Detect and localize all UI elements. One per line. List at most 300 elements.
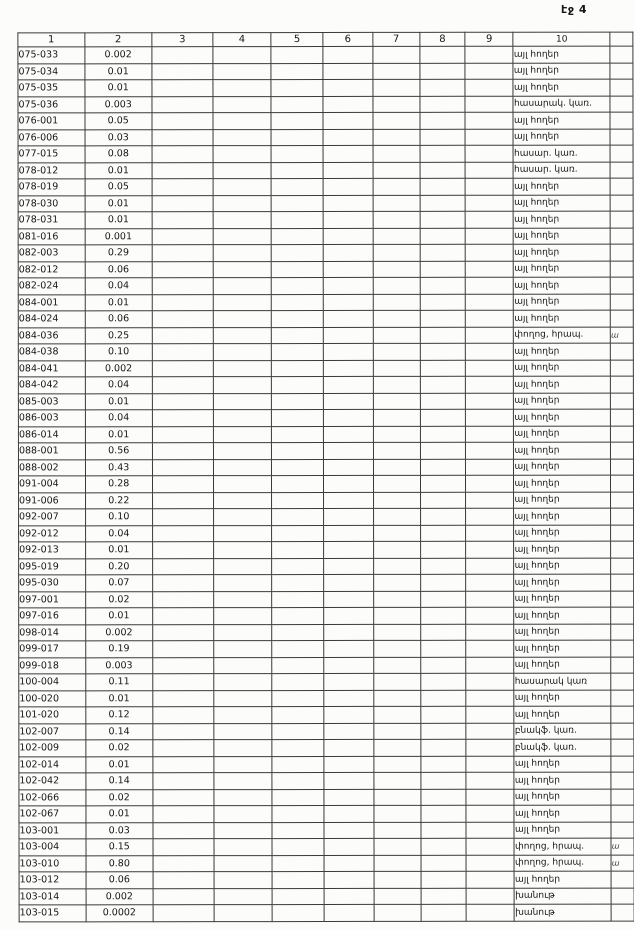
empty-cell <box>465 244 513 261</box>
empty-cell <box>465 162 513 179</box>
empty-cell <box>324 657 373 674</box>
table-row <box>19 574 634 591</box>
empty-cell <box>213 212 271 229</box>
area-value: 0.43 <box>85 459 152 476</box>
empty-cell <box>421 607 466 624</box>
empty-cell <box>324 838 373 855</box>
empty-cell <box>373 492 420 509</box>
empty-cell <box>465 96 513 113</box>
empty-cell <box>324 706 373 723</box>
empty-cell <box>421 772 466 789</box>
empty-cell <box>152 47 213 64</box>
empty-cell <box>324 855 373 872</box>
empty-cell <box>420 459 465 476</box>
empty-cell <box>152 162 213 179</box>
land-use: այլ հողեր <box>514 607 611 624</box>
empty-cell <box>213 146 271 163</box>
land-use: այլ հողեր <box>514 492 611 509</box>
margin-note <box>611 756 634 773</box>
empty-cell <box>421 624 466 641</box>
land-use: այլ հողեր <box>514 277 611 294</box>
parcel-code: 078-031 <box>18 212 85 229</box>
margin-note <box>611 591 634 608</box>
empty-cell <box>373 607 420 624</box>
area-value: 0.003 <box>85 657 152 674</box>
parcel-code: 082-024 <box>18 278 85 295</box>
empty-cell <box>272 872 324 889</box>
empty-cell <box>420 558 465 575</box>
margin-note <box>611 723 634 740</box>
table-row <box>19 624 634 641</box>
empty-cell <box>373 195 420 212</box>
empty-cell <box>373 261 420 278</box>
land-use: հասար. կառ. <box>514 145 611 162</box>
empty-cell <box>373 294 420 311</box>
empty-cell <box>373 162 420 179</box>
parcel-code: 084-036 <box>18 327 85 344</box>
empty-cell <box>214 542 272 559</box>
parcel-code: 103-004 <box>19 839 86 856</box>
area-value: 0.002 <box>86 888 153 905</box>
empty-cell <box>272 773 324 790</box>
empty-cell <box>214 525 272 542</box>
empty-cell <box>271 113 323 130</box>
empty-cell <box>271 47 323 64</box>
empty-cell <box>466 640 514 657</box>
land-use: այլ հողեր <box>514 756 611 773</box>
parcel-code: 102-042 <box>19 773 86 790</box>
parcel-code: 098-014 <box>19 624 86 641</box>
empty-cell <box>153 723 214 740</box>
empty-cell <box>420 96 465 113</box>
empty-cell <box>420 475 465 492</box>
parcel-code: 092-013 <box>19 542 86 559</box>
empty-cell <box>153 872 214 889</box>
empty-cell <box>152 377 213 394</box>
parcel-code: 078-012 <box>18 162 85 179</box>
empty-cell <box>466 706 514 723</box>
empty-cell <box>214 740 272 757</box>
empty-cell <box>324 360 373 377</box>
empty-cell <box>213 311 271 328</box>
empty-cell <box>152 261 213 278</box>
empty-cell <box>374 805 421 822</box>
empty-cell <box>323 112 372 129</box>
empty-cell <box>152 228 213 245</box>
empty-cell <box>466 789 514 806</box>
land-use: այլ հողեր <box>514 640 611 657</box>
margin-note <box>610 145 633 162</box>
empty-cell <box>152 113 213 130</box>
table-row <box>18 376 633 393</box>
empty-cell <box>153 624 214 641</box>
empty-cell <box>213 327 271 344</box>
parcel-code: 085-003 <box>18 393 85 410</box>
empty-cell <box>213 113 271 130</box>
margin-note <box>611 541 634 558</box>
empty-cell <box>272 674 324 691</box>
margin-note <box>610 129 633 146</box>
empty-cell <box>272 657 324 674</box>
empty-cell <box>214 806 272 823</box>
empty-cell <box>420 195 465 212</box>
empty-cell <box>324 426 373 443</box>
table-row <box>18 195 633 212</box>
empty-cell <box>272 476 324 493</box>
area-value: 0.28 <box>85 476 152 493</box>
empty-cell <box>153 674 214 691</box>
column-header-7: 7 <box>372 32 419 46</box>
column-header-8: 8 <box>420 32 465 46</box>
empty-cell <box>272 855 324 872</box>
empty-cell <box>466 393 514 410</box>
empty-cell <box>214 872 272 889</box>
empty-cell <box>153 525 214 542</box>
empty-cell <box>421 904 466 921</box>
table-row <box>19 739 634 756</box>
area-value: 0.20 <box>85 558 152 575</box>
area-value: 0.03 <box>86 822 153 839</box>
empty-cell <box>272 426 324 443</box>
parcel-code: 078-030 <box>18 195 85 212</box>
empty-cell <box>272 723 324 740</box>
empty-cell <box>466 360 514 377</box>
empty-cell <box>420 343 465 360</box>
empty-cell <box>420 129 465 146</box>
parcel-code: 082-012 <box>18 261 85 278</box>
parcel-code: 091-006 <box>19 492 86 509</box>
parcel-code: 075-034 <box>18 63 85 80</box>
area-value: 0.22 <box>85 492 152 509</box>
empty-cell <box>271 344 323 361</box>
empty-cell <box>373 343 420 360</box>
land-use: այլ հողեր <box>514 261 611 278</box>
empty-cell <box>153 806 214 823</box>
empty-cell <box>152 360 213 377</box>
land-use: փողոց, հրապ. <box>515 855 612 872</box>
empty-cell <box>373 690 420 707</box>
empty-cell <box>324 409 373 426</box>
table-row <box>19 706 634 723</box>
empty-cell <box>213 63 271 80</box>
empty-cell <box>213 162 271 179</box>
table-row <box>19 855 634 872</box>
empty-cell <box>271 294 323 311</box>
empty-cell <box>466 376 514 393</box>
parcel-code: 102-066 <box>19 789 86 806</box>
column-header-10: 10 <box>513 32 610 46</box>
table-row <box>18 96 633 113</box>
empty-cell <box>324 525 373 542</box>
empty-cell <box>420 112 465 129</box>
empty-cell <box>152 63 213 80</box>
land-use: հասար. կառ. <box>514 162 611 179</box>
land-use: այլ հողեր <box>514 310 611 327</box>
empty-cell <box>272 542 324 559</box>
empty-cell <box>214 789 272 806</box>
empty-cell <box>152 179 213 196</box>
empty-cell <box>213 377 271 394</box>
column-header-4: 4 <box>213 33 271 47</box>
empty-cell <box>272 575 324 592</box>
column-header-1: 1 <box>18 33 85 47</box>
column-header-2: 2 <box>84 33 151 47</box>
land-use: այլ հողեր <box>514 360 611 377</box>
margin-note <box>611 657 634 674</box>
empty-cell <box>373 723 420 740</box>
empty-cell <box>465 129 513 146</box>
margin-note <box>611 706 634 723</box>
area-value: 0.29 <box>85 245 152 262</box>
empty-cell <box>153 905 214 922</box>
empty-cell <box>213 278 271 295</box>
area-value: 0.07 <box>85 575 152 592</box>
table-row <box>18 46 633 63</box>
land-use: այլ հողեր <box>513 129 610 146</box>
empty-cell <box>152 245 213 262</box>
margin-note: ա <box>611 855 634 872</box>
parcel-code: 086-003 <box>18 410 85 427</box>
margin-note <box>611 904 634 921</box>
margin-note <box>611 673 634 690</box>
land-use: այլ հողեր <box>514 426 611 443</box>
margin-note <box>611 805 634 822</box>
empty-cell <box>324 904 373 921</box>
empty-cell <box>324 574 373 591</box>
area-value: 0.05 <box>85 113 152 130</box>
area-value: 0.01 <box>85 294 152 311</box>
margin-note <box>610 277 633 294</box>
table-row <box>19 772 634 789</box>
empty-cell <box>373 673 420 690</box>
empty-cell <box>152 327 213 344</box>
empty-cell <box>420 79 465 96</box>
parcel-code: 095-030 <box>19 575 86 592</box>
table-row <box>19 904 634 921</box>
empty-cell <box>466 409 514 426</box>
empty-cell <box>271 278 323 295</box>
empty-cell <box>466 855 514 872</box>
empty-cell <box>373 310 420 327</box>
empty-cell <box>324 789 373 806</box>
area-value: 0.01 <box>85 608 152 625</box>
empty-cell <box>213 80 271 97</box>
empty-cell <box>213 294 271 311</box>
empty-cell <box>466 822 514 839</box>
area-value: 0.01 <box>85 542 152 559</box>
empty-cell <box>214 608 272 625</box>
margin-note <box>610 244 633 261</box>
empty-cell <box>323 178 372 195</box>
land-use: այլ հողեր <box>514 541 611 558</box>
land-use: այլ հողեր <box>514 574 611 591</box>
margin-note <box>611 690 634 707</box>
area-value: 0.25 <box>85 327 152 344</box>
land-use: այլ հողեր <box>514 822 611 839</box>
empty-cell <box>153 575 214 592</box>
table-row <box>19 657 634 674</box>
empty-cell <box>152 96 213 113</box>
empty-cell <box>373 640 420 657</box>
margin-note <box>611 624 634 641</box>
empty-cell <box>214 575 272 592</box>
empty-cell <box>421 723 466 740</box>
empty-cell <box>153 657 214 674</box>
land-use: այլ հողեր <box>514 706 611 723</box>
empty-cell <box>324 475 373 492</box>
area-value: 0.02 <box>85 591 152 608</box>
empty-cell <box>272 591 324 608</box>
empty-cell <box>272 509 324 526</box>
empty-cell <box>323 129 372 146</box>
land-use: բնակֆ. կառ. <box>514 739 611 756</box>
empty-cell <box>153 641 214 658</box>
empty-cell <box>271 360 323 377</box>
empty-cell <box>465 63 513 80</box>
empty-cell <box>324 442 373 459</box>
area-value: 0.01 <box>84 63 151 80</box>
area-value: 0.12 <box>85 707 152 724</box>
area-value: 0.01 <box>84 80 151 97</box>
margin-note <box>611 376 634 393</box>
empty-cell <box>272 525 324 542</box>
margin-note <box>611 393 634 410</box>
empty-cell <box>324 459 373 476</box>
land-use: այլ հողեր <box>513 63 610 80</box>
table-row <box>18 327 633 344</box>
margin-note <box>611 871 634 888</box>
empty-cell <box>324 261 373 278</box>
empty-cell <box>465 178 513 195</box>
land-use: այլ հողեր <box>514 459 611 476</box>
margin-note <box>611 607 634 624</box>
table-row <box>18 409 633 426</box>
empty-cell <box>466 673 514 690</box>
margin-note <box>611 640 634 657</box>
area-value: 0.001 <box>85 228 152 245</box>
empty-cell <box>213 245 271 262</box>
land-use: այլ հողեր <box>514 624 611 641</box>
empty-cell <box>421 855 466 872</box>
empty-cell <box>420 376 465 393</box>
empty-cell <box>465 211 513 228</box>
margin-note <box>611 772 634 789</box>
empty-cell <box>421 789 466 806</box>
empty-cell <box>421 888 466 905</box>
empty-cell <box>466 459 514 476</box>
parcel-code: 086-014 <box>18 426 85 443</box>
empty-cell <box>420 162 465 179</box>
area-value: 0.01 <box>85 162 152 179</box>
column-header-9: 9 <box>465 32 513 46</box>
empty-cell <box>373 459 420 476</box>
empty-cell <box>420 228 465 245</box>
parcel-code: 099-017 <box>19 641 86 658</box>
empty-cell <box>373 376 420 393</box>
table-row <box>18 310 633 327</box>
empty-cell <box>374 838 421 855</box>
margin-note <box>611 558 634 575</box>
empty-cell <box>373 591 420 608</box>
empty-cell <box>373 327 420 344</box>
parcel-code: 103-001 <box>19 822 86 839</box>
empty-cell <box>465 112 513 129</box>
parcel-code: 103-012 <box>19 872 86 889</box>
empty-cell <box>152 146 213 163</box>
area-value: 0.02 <box>85 740 152 757</box>
empty-cell <box>271 146 323 163</box>
empty-cell <box>466 591 514 608</box>
land-parcel-table <box>17 32 634 922</box>
empty-cell <box>213 459 271 476</box>
parcel-code: 082-003 <box>18 245 85 262</box>
table-row <box>19 723 634 740</box>
empty-cell <box>420 492 465 509</box>
empty-cell <box>466 624 514 641</box>
area-value: 0.14 <box>85 773 152 790</box>
empty-cell <box>421 690 466 707</box>
margin-note <box>610 294 633 311</box>
empty-cell <box>466 756 514 773</box>
area-value: 0.01 <box>86 806 153 823</box>
table-row <box>18 475 633 492</box>
parcel-code: 084-042 <box>18 377 85 394</box>
margin-note <box>610 343 633 360</box>
land-use: այլ հողեր <box>514 591 611 608</box>
margin-note <box>610 310 633 327</box>
empty-cell <box>272 839 324 856</box>
empty-cell <box>466 541 514 558</box>
empty-cell <box>466 871 514 888</box>
table-row <box>18 360 633 377</box>
empty-cell <box>272 740 324 757</box>
land-use: այլ հողեր <box>514 376 611 393</box>
table-row <box>19 541 634 558</box>
land-use: խանութ <box>515 888 612 905</box>
table-row <box>19 492 634 509</box>
margin-note <box>611 360 634 377</box>
empty-cell <box>271 195 323 212</box>
land-use: այլ հողեր <box>513 112 610 129</box>
empty-cell <box>466 574 514 591</box>
empty-cell <box>420 63 465 80</box>
empty-cell <box>272 558 324 575</box>
table-row <box>18 244 633 261</box>
empty-cell <box>153 707 214 724</box>
parcel-code: 088-001 <box>18 443 85 460</box>
margin-note <box>610 79 633 96</box>
empty-cell <box>324 624 373 641</box>
empty-cell <box>373 772 420 789</box>
empty-cell <box>466 442 514 459</box>
empty-cell <box>421 871 466 888</box>
empty-cell <box>271 311 323 328</box>
empty-cell <box>373 426 420 443</box>
table-row <box>18 459 633 476</box>
parcel-code: 103-010 <box>19 855 86 872</box>
area-value: 0.04 <box>85 525 152 542</box>
empty-cell <box>153 608 214 625</box>
empty-cell <box>420 310 465 327</box>
empty-cell <box>152 492 213 509</box>
area-value: 0.14 <box>85 723 152 740</box>
land-use: այլ հողեր <box>513 79 610 96</box>
parcel-code: 075-033 <box>18 47 85 64</box>
parcel-code: 084-041 <box>18 360 85 377</box>
parcel-code: 100-020 <box>19 690 86 707</box>
parcel-code: 091-004 <box>18 476 85 493</box>
empty-cell <box>420 211 465 228</box>
